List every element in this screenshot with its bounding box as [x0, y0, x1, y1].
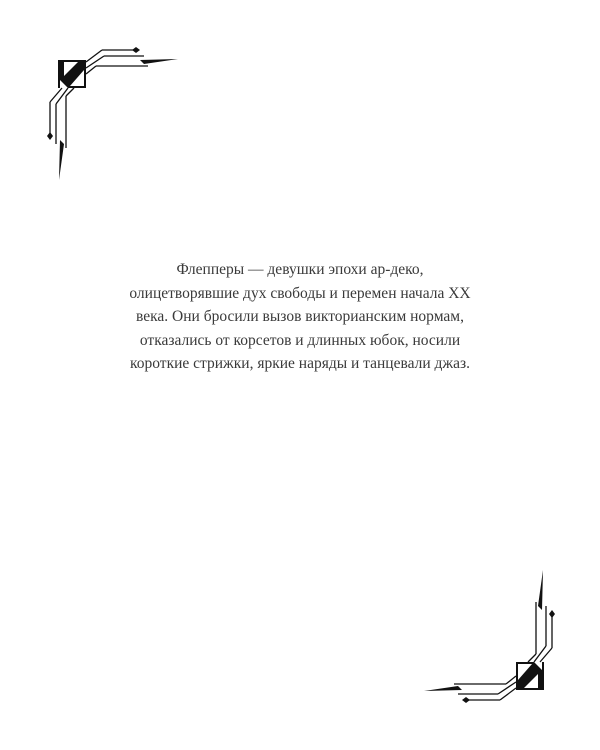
art-deco-corner-ornament-bottom-right: [418, 566, 558, 706]
art-deco-corner-ornament-top-left: [44, 44, 184, 184]
body-paragraph: Флепперы — девушки эпохи ар-деко, олицетворявшие дух свободы и перемен начала XX века. Они бросили вызов викторианским нормам, отказались от корсетов и длинных юбок, носили короткие стрижки, яркие наряды и танцевали джаз.: [129, 261, 471, 372]
body-text-block: [120, 258, 480, 376]
